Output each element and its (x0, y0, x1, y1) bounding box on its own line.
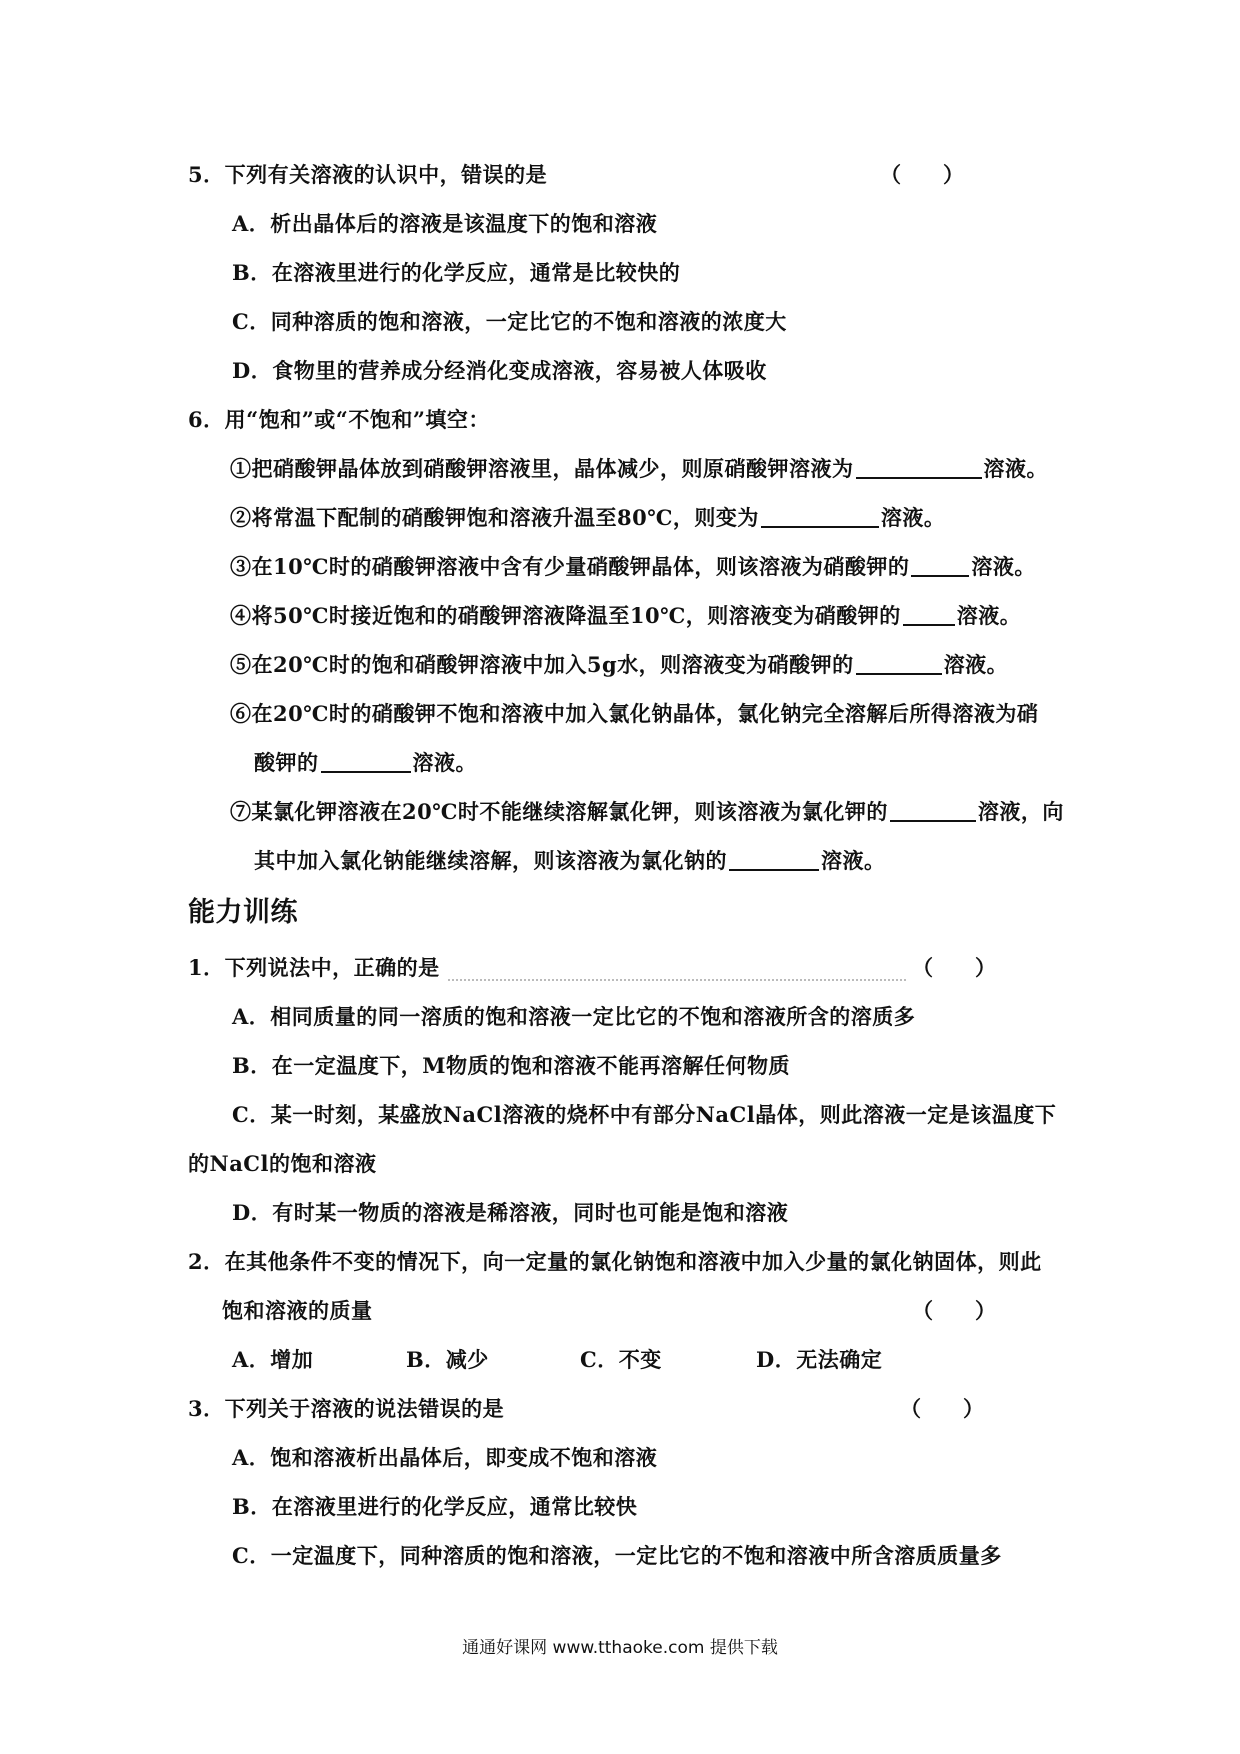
q5-option-d: D．食物里的营养成分经消化变成溶液，容易被人体吸收 (232, 358, 767, 383)
q6-item-3-suffix: 溶液。 (971, 554, 1036, 579)
p2-answer-paren: （ ） (912, 1298, 996, 1323)
q5-option-a: A．析出晶体后的溶液是该温度下的饱和溶液 (232, 211, 658, 236)
q6-item-4-suffix: 溶液。 (956, 603, 1022, 628)
q5-option-b: B．在溶液里进行的化学反应，通常是比较快的 (232, 260, 681, 285)
p3-option-a: A．饱和溶液析出晶体后，即变成不饱和溶液 (232, 1445, 658, 1470)
fill-blank-2[interactable] (761, 506, 879, 528)
q5-answer-paren: （ ） (880, 162, 964, 187)
p1-option-a: A．相同质量的同一溶质的饱和溶液一定比它的不饱和溶液所含的溶质多 (232, 1004, 916, 1029)
q6-item-3-text: ③在10℃时的硝酸钾溶液中含有少量硝酸钾晶体，则该溶液为硝酸钾的 (230, 554, 910, 579)
p3-stem: 3．下列关于溶液的说法错误的是 (188, 1396, 505, 1421)
section-title: 能力训练 (188, 897, 298, 928)
p1-stem: 1．下列说法中，正确的是 (188, 955, 440, 980)
p2-option-d: D．无法确定 (756, 1347, 883, 1372)
dotted-leader (448, 978, 906, 981)
q6-item-7-line-1 (230, 798, 1064, 826)
p3-option-c: C．一定温度下，同种溶质的饱和溶液，一定比它的不饱和溶液中所含溶质质量多 (232, 1543, 1002, 1568)
page-footer: 通通好课网 www.tthaoke.com 提供下载 (462, 1638, 778, 1658)
p3-option-b: B．在溶液里进行的化学反应，通常比较快 (232, 1494, 638, 1519)
q5-option-c: C．同种溶质的饱和溶液，一定比它的不饱和溶液的浓度大 (232, 309, 787, 334)
q6-item-2-suffix: 溶液。 (880, 505, 946, 530)
q6-item-5-suffix: 溶液。 (943, 652, 1009, 677)
fill-blank-5[interactable] (856, 653, 942, 675)
q6-item-4-text: ④将50℃时接近饱和的硝酸钾溶液降温至10℃，则溶液变为硝酸钾的 (230, 603, 901, 628)
p2-option-b: B．减少 (406, 1347, 489, 1372)
q6-item-4 (230, 602, 1021, 630)
fill-blank-6[interactable] (321, 751, 411, 773)
q6-stem: 6．用“饱和”或“不饱和”填空： (188, 407, 490, 432)
p2-option-a: A．增加 (232, 1347, 314, 1372)
q6-item-7-text-2: 其中加入氯化钠能继续溶解，则该溶液为氯化钠的 (254, 848, 727, 873)
q6-item-5 (230, 651, 1008, 679)
q6-item-1 (230, 455, 1048, 483)
fill-blank-7[interactable] (890, 800, 976, 822)
p1-option-b: B．在一定温度下，M物质的饱和溶液不能再溶解任何物质 (232, 1053, 790, 1078)
q6-item-7-suffix: 溶液，向 (977, 799, 1064, 824)
q6-item-7-text: ⑦某氯化钾溶液在20℃时不能继续溶解氯化钾，则该溶液为氯化钾的 (230, 799, 888, 824)
q6-item-2 (230, 504, 945, 532)
q5-stem: 5．下列有关溶液的认识中，错误的是 (188, 162, 548, 187)
p1-option-c-line-2: 的NaCl的饱和溶液 (188, 1151, 377, 1176)
p1-answer-paren: （ ） (912, 955, 996, 980)
q6-item-7-suffix-2: 溶液。 (821, 848, 886, 873)
fill-blank-3[interactable] (911, 555, 969, 577)
q6-item-7-line-2 (254, 847, 886, 875)
p2-stem-line-1: 2．在其他条件不变的情况下，向一定量的氯化钠饱和溶液中加入少量的氯化钠固体，则此 (188, 1249, 1042, 1274)
p2-option-c: C．不变 (580, 1347, 662, 1372)
q6-item-6-text: 酸钾的 (254, 750, 319, 775)
q6-item-3 (230, 553, 1036, 581)
q6-item-6-line-1: ⑥在20℃时的硝酸钾不饱和溶液中加入氯化钠晶体，氯化钠完全溶解后所得溶液为硝 (230, 701, 1039, 726)
p2-stem-line-2: 饱和溶液的质量 (222, 1298, 373, 1323)
fill-blank-8[interactable] (729, 849, 819, 871)
q6-item-1-suffix: 溶液。 (983, 456, 1048, 481)
q6-item-1-text: ①把硝酸钾晶体放到硝酸钾溶液里，晶体减少，则原硝酸钾溶液为 (230, 456, 854, 481)
p3-answer-paren: （ ） (900, 1396, 984, 1421)
fill-blank-4[interactable] (903, 604, 955, 626)
q6-item-2-text: ②将常温下配制的硝酸钾饱和溶液升温至80℃，则变为 (230, 505, 759, 530)
p1-option-c-line-1: C．某一时刻，某盛放NaCl溶液的烧杯中有部分NaCl晶体，则此溶液一定是该温度下 (232, 1102, 1057, 1127)
q6-item-6-line-2 (254, 749, 477, 777)
q6-item-6-suffix: 溶液。 (412, 750, 477, 775)
p1-option-d: D．有时某一物质的溶液是稀溶液，同时也可能是饱和溶液 (232, 1200, 789, 1225)
q6-item-5-text: ⑤在20℃时的饱和硝酸钾溶液中加入5g水，则溶液变为硝酸钾的 (230, 652, 854, 677)
fill-blank-1[interactable] (856, 457, 982, 479)
